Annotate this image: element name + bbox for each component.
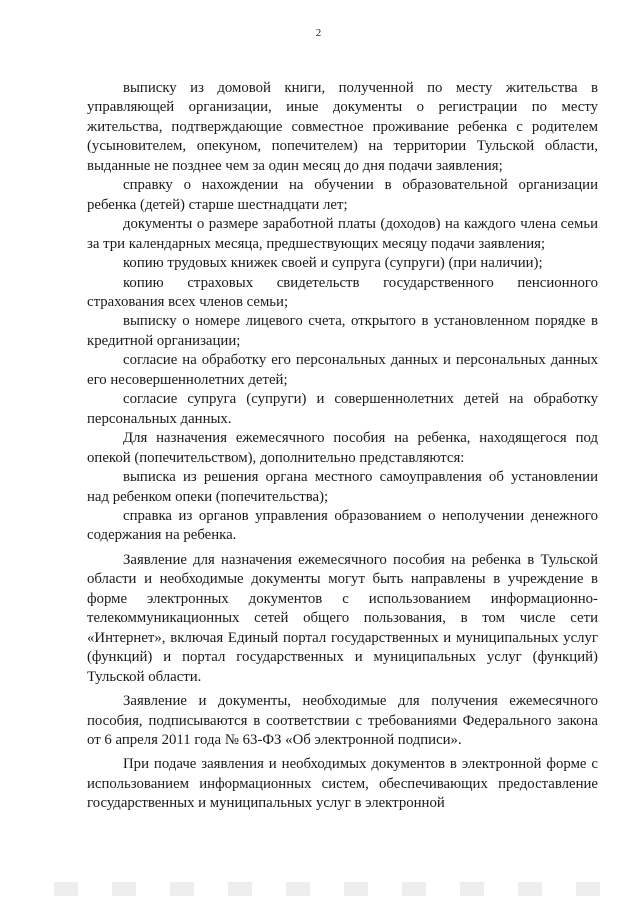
paragraph-education-certificate: справку о нахождении на обучении в образовательной организации ребенка (детей) старше шестнадцати лет;	[87, 177, 598, 213]
paragraph-electronic-signature: Заявление и документы, необходимые для получения ежемесячного пособия, подписываются в соответствии с требованиями Федерального закона от 6 апреля 2011 года № 63-ФЗ «Об электронной подписи».	[87, 693, 598, 748]
paragraph-personal-data-consent: согласие на обработку его персональных данных и персональных данных его несовершеннолетних детей;	[87, 352, 598, 388]
page-number: 2	[315, 27, 322, 39]
paragraph-bank-account-statement: выписку о номере лицевого счета, открытого в установленном порядке в кредитной организации;	[87, 313, 598, 349]
scan-artifact-strip	[20, 882, 620, 896]
document-body	[87, 79, 598, 814]
paragraph-pension-certificates: копию страховых свидетельств государственного пенсионного страхования всех членов семьи;	[87, 274, 598, 310]
paragraph-electronic-form: При подаче заявления и необходимых документов в электронной форме с использованием информационных систем, обеспечивающих предоставление государственных и муниципальных услуг в электронной	[87, 756, 598, 812]
paragraph-work-record-copies: копию трудовых книжек своей и супруга (супруги) (при наличии);	[123, 255, 543, 272]
paragraph-no-allowance-certificate: справка из органов управления образованием о неполучении денежного содержания на ребенка.	[87, 507, 598, 544]
paragraph-guardianship-decision: выписка из решения органа местного самоуправления об установлении над ребенком опеки (попечительства);	[87, 469, 598, 505]
paragraph-house-book-extract: выписку из домовой книги, полученной по месту жительства в управляющей организации, иные документы о регистрации по месту жительства, подтверждающие совместное проживание ребенка с родителем (усыновителем, опекуном, попечителем) на территории Тульской области, выданные не позднее чем за один месяц до дня подачи заявления;	[87, 80, 598, 174]
paragraph-income-documents: документы о размере заработной платы (доходов) на каждого члена семьи за три календарных месяца, предшествующих месяцу подачи заявления;	[87, 216, 598, 252]
paragraph-electronic-submission: Заявление для назначения ежемесячного пособия на ребенка в Тульской области и необходимые документы могут быть направлены в учреждение в форме электронных документов с использованием информационно-телекоммуникационных сетей общего пользования, в том числе сети «Интернет», включая Единый портал государственных и муниципальных услуг (функций) и портал государственных и муниципальных услуг (функций) Тульской области.	[87, 551, 598, 685]
paragraph-spouse-consent: согласие супруга (супруги) и совершеннолетних детей на обработку персональных данных.	[87, 391, 598, 427]
paragraph-guardianship-intro: Для назначения ежемесячного пособия на ребенка, находящегося под опекой (попечительством), дополнительно представляются:	[87, 430, 598, 466]
